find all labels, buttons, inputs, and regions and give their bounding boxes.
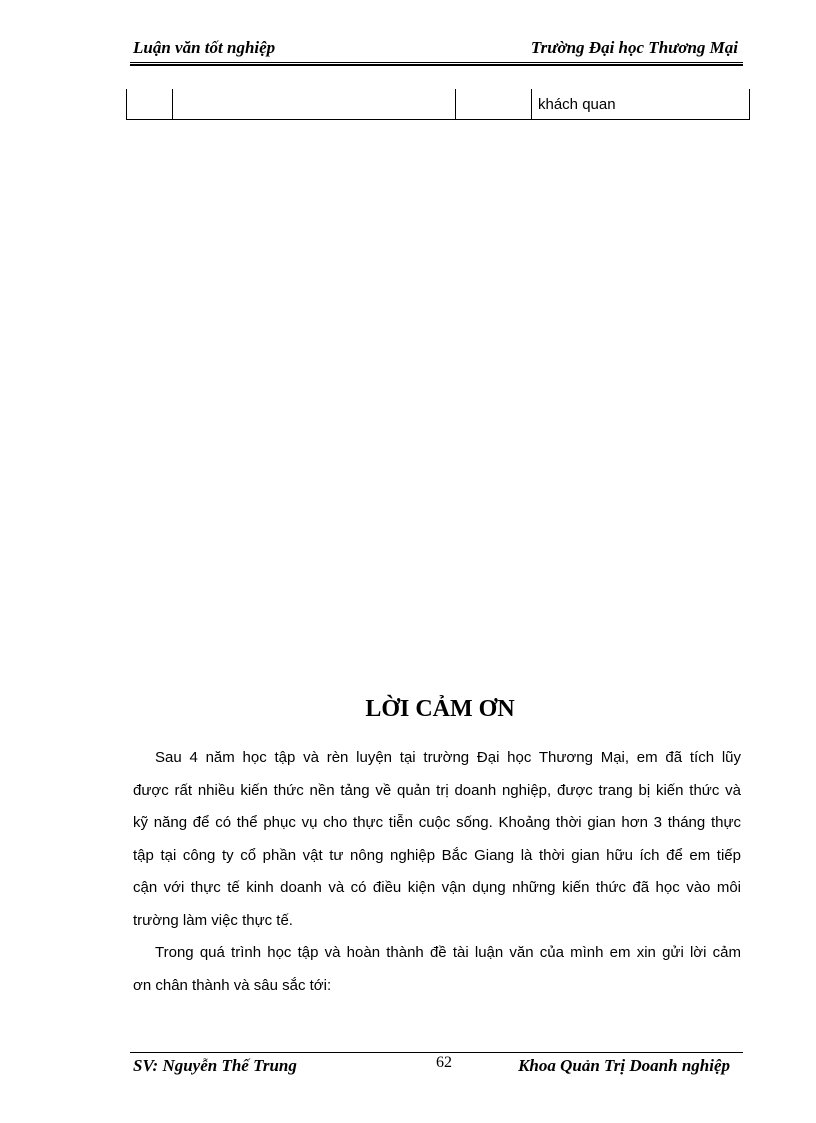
- header-thesis-label: Luận văn tốt nghiệp: [133, 38, 276, 57]
- header-rule: [130, 62, 743, 63]
- table-cell-1: [127, 89, 173, 120]
- table-cell-2: [173, 89, 456, 120]
- table-row: [127, 89, 750, 120]
- paragraph-line: cận với thực tế kinh doanh và có điều kiện vận dụng những kiến thức đã học vào môi: [133, 879, 741, 896]
- paragraph-line: Trong quá trình học tập và hoàn thành đề tài luận văn của mình em xin gửi lời cảm: [155, 944, 741, 961]
- table-cell-3: [456, 89, 532, 120]
- footer-student-name: SV: Nguyễn Thế Trung: [133, 1056, 297, 1075]
- paragraph-line: kỹ năng để có thể phục vụ cho thực tiễn cuộc sống. Khoảng thời gian hơn 3 tháng thực: [133, 814, 741, 831]
- footer-faculty-name: Khoa Quản Trị Doanh nghiệp: [518, 1056, 730, 1075]
- section-title: LỜI CẢM ƠN: [365, 696, 515, 722]
- paragraph-line: trường làm việc thực tế.: [133, 911, 293, 929]
- paragraph-1: [133, 742, 741, 937]
- page-number: 62: [436, 1054, 452, 1071]
- header-university-name: Trường Đại học Thương Mại: [530, 38, 738, 57]
- table-cell-4: khách quan: [532, 89, 750, 120]
- paragraph-line: ơn chân thành và sâu sắc tới:: [133, 976, 332, 994]
- paragraph-line: được rất nhiều kiến thức nền tảng về quản trị doanh nghiệp, được trang bị kiến thức và: [133, 781, 741, 799]
- footer-rule: [130, 1052, 743, 1053]
- paragraph-2: [133, 937, 741, 1002]
- header-rule-thick: [130, 64, 743, 66]
- paragraph-line: tập tại công ty cổ phần vật tư nông nghiệp Bắc Giang là thời gian hữu ích để em tiếp: [133, 846, 741, 864]
- table-fragment: [126, 89, 750, 120]
- paragraph-line: Sau 4 năm học tập và rèn luyện tại trường Đại học Thương Mại, em đã tích lũy: [155, 749, 741, 766]
